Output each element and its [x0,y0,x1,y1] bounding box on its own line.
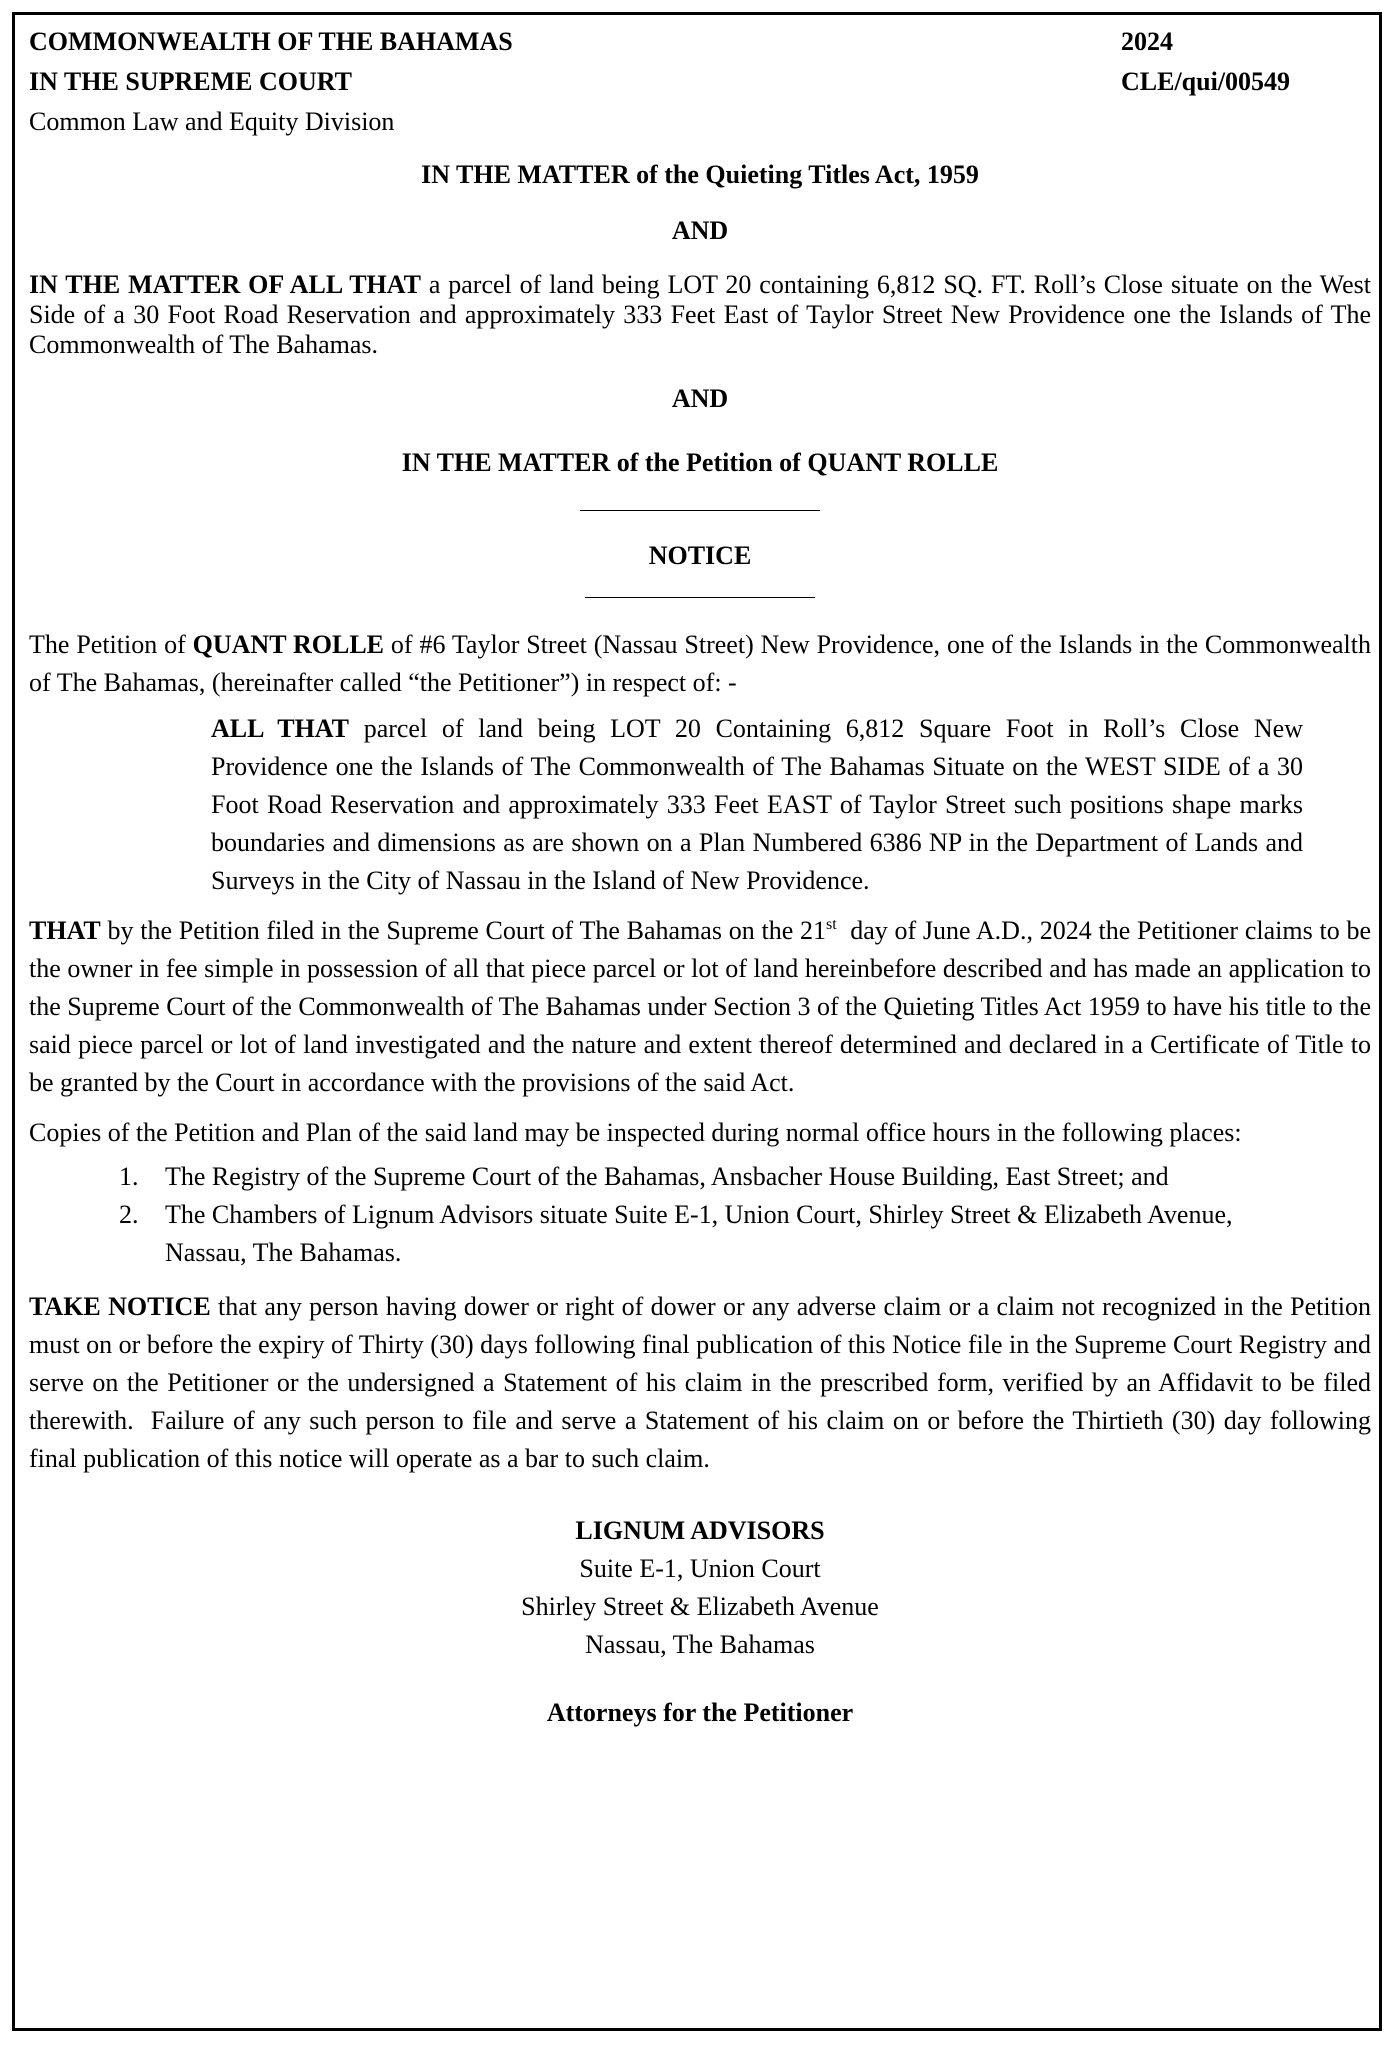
matter-land-lead: IN THE MATTER OF ALL THAT [29,270,421,299]
notice-title: NOTICE [648,541,752,570]
copies-paragraph: Copies of the Petition and Plan of the said land may be inspected during normal office hours in the following places: [29,1118,1242,1147]
parcel-lead: ALL THAT [211,714,349,743]
that-paragraph [29,912,1378,1102]
firm-address-line-3: Nassau, The Bahamas [585,1630,815,1659]
firm-address-line-1: Suite E-1, Union Court [579,1554,821,1583]
take-notice-paragraph [29,1288,1378,1478]
list-item-number: 2. [119,1200,139,1229]
attorneys-role: Attorneys for the Petitioner [546,1698,854,1727]
signature-block [29,1512,1371,1732]
court-division: Common Law and Equity Division [29,107,395,136]
that-text-b: day of June A.D., 2024 the Petitioner claims to be the owner in fee simple in possession of all that piece parcel or lot of land hereinbefore described and has made an application to the Supreme Court of the Commonwealth of The Bahamas under Section 3 of the Quieting Titles Act 1959 to have his title to the said piece parcel or lot of land investigated and the nature and extent thereof determined and declared in a Certificate of Title to be granted by the Court in accordance with the provisions of the said Act. [29,916,1378,1097]
case-number: CLE/qui/00549 [1121,67,1291,96]
matter-petition: IN THE MATTER of the Petition of QUANT ROLLE [401,448,999,477]
that-text-a: by the Petition filed in the Supreme Court of The Bahamas on the 21 [100,916,827,945]
inspection-places [119,1158,1371,1272]
petitioner-name: QUANT ROLLE [192,630,384,659]
that-lead: THAT [29,916,101,945]
firm-name: LIGNUM ADVISORS [575,1516,825,1545]
divider-bottom [585,597,815,598]
parcel-description [211,710,1303,900]
firm-address-line-2: Shirley Street & Elizabeth Avenue [521,1592,879,1621]
list-item-text: The Chambers of Lignum Advisors situate Suite E-1, Union Court, Shirley Street & Elizabeth Avenue, Nassau, The Bahamas. [165,1200,1233,1267]
jurisdiction: COMMONWEALTH OF THE BAHAMAS [29,27,513,56]
that-superscript: st [826,916,837,933]
divider-top [580,510,820,511]
court-name: IN THE SUPREME COURT [29,67,352,96]
intro-text-b: of #6 Taylor Street (Nassau Street) New Providence, one of the Islands in the Commonwealth of The Bahamas, (hereinafter called “the Petitioner”) in respect of: - [29,630,1371,697]
case-year: 2024 [1121,27,1173,56]
and-separator-2: AND [671,384,729,413]
take-notice-lead: TAKE NOTICE [29,1292,211,1321]
matter-act: IN THE MATTER of the Quieting Titles Act, 1959 [421,160,979,189]
list-item [119,1158,1371,1196]
list-item [119,1196,1371,1272]
list-item-text: The Registry of the Supreme Court of the Bahamas, Ansbacher House Building, East Street; and [165,1162,1169,1191]
notice-intro [29,626,1371,702]
parcel-text: parcel of land being LOT 20 Containing 6,812 Square Foot in Roll’s Close New Providence one the Islands of The Commonwealth of The Bahamas Situate on the WEST SIDE of a 30 Foot Road Reservation and approximately 333 Feet EAST of Taylor Street such positions shape marks boundaries and dimensions as are shown on a Plan Numbered 6386 NP in the Department of Lands and Surveys in the City of Nassau in the Island of New Providence. [211,714,1303,895]
matter-land [29,270,1371,360]
header-row-2 [29,62,1371,102]
header-row-1 [29,22,1371,62]
legal-notice [29,22,1378,1732]
matter-land-text: a parcel of land being LOT 20 containing 6,812 SQ. FT. Roll’s Close situate on the West Side of a 30 Foot Road Reservation and approximately 333 Feet East of Taylor Street New Providence one the Islands of The Commonwealth of The Bahamas. [29,270,1371,359]
list-item-number: 1. [119,1162,139,1191]
and-separator-1: AND [671,216,729,245]
take-notice-text: that any person having dower or right of dower or any adverse claim or a claim not recognized in the Petition must on or before the expiry of Thirty (30) days following final publication of this Notice file in the Supreme Court Registry and serve on the Petitioner or the undersigned a Statement of his claim in the prescribed form, verified by an Affidavit to be filed therewith. Failure of any such person to file and serve a Statement of his claim on or before the Thirtieth (30) day following final publication of this notice will operate as a bar to such claim. [29,1292,1378,1473]
intro-text-a: The Petition of [29,630,193,659]
